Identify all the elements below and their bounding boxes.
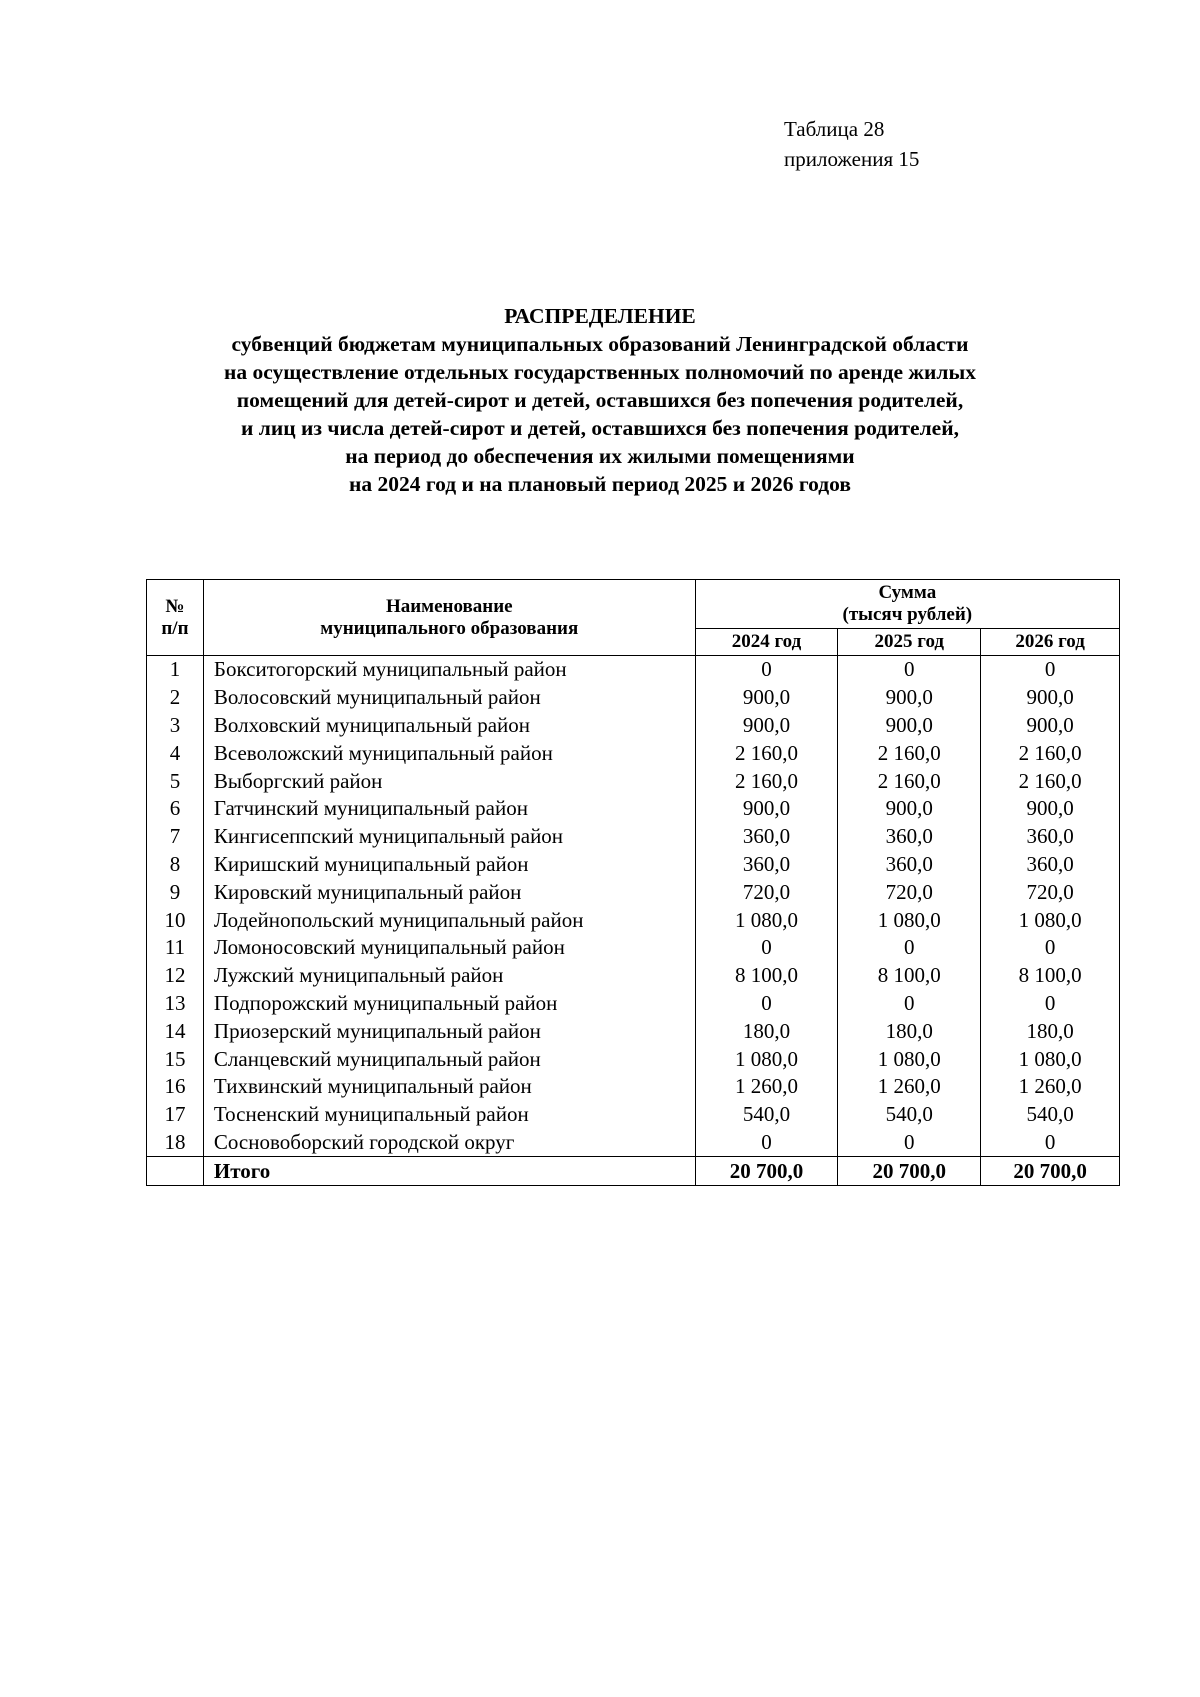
- total-2026: 20 700,0: [981, 1157, 1120, 1186]
- row-value-2026: 900,0: [981, 795, 1120, 823]
- row-value-2024: 900,0: [695, 684, 838, 712]
- row-number: 2: [147, 684, 204, 712]
- row-value-2026: 2 160,0: [981, 767, 1120, 795]
- title-line: субвенций бюджетам муниципальных образований Ленинградской области: [231, 332, 969, 356]
- row-value-2024: 720,0: [695, 878, 838, 906]
- row-name: Подпорожский муниципальный район: [203, 990, 695, 1018]
- row-value-2025: 0: [838, 656, 981, 684]
- row-value-2024: 900,0: [695, 795, 838, 823]
- header-name: Наименование муниципального образования: [203, 580, 695, 656]
- row-name: Кингисеппский муниципальный район: [203, 823, 695, 851]
- table-row: [147, 1129, 1120, 1157]
- title-line: и лиц из числа детей-сирот и детей, оставшихся без попечения родителей,: [241, 416, 959, 440]
- row-value-2026: 1 080,0: [981, 906, 1120, 934]
- row-value-2025: 180,0: [838, 1017, 981, 1045]
- row-name: Лужский муниципальный район: [203, 962, 695, 990]
- row-name: Гатчинский муниципальный район: [203, 795, 695, 823]
- row-value-2026: 540,0: [981, 1101, 1120, 1129]
- total-number-cell: [147, 1157, 204, 1186]
- table-row: [147, 739, 1120, 767]
- row-number: 13: [147, 990, 204, 1018]
- table-row: [147, 1017, 1120, 1045]
- row-value-2025: 0: [838, 990, 981, 1018]
- row-value-2025: 8 100,0: [838, 962, 981, 990]
- table-row: [147, 878, 1120, 906]
- header-number: № п/п: [147, 580, 204, 656]
- row-value-2026: 0: [981, 1129, 1120, 1157]
- row-value-2024: 360,0: [695, 823, 838, 851]
- distribution-table: [146, 579, 1120, 1186]
- row-value-2026: 900,0: [981, 712, 1120, 740]
- row-value-2025: 1 080,0: [838, 1045, 981, 1073]
- table-number: Таблица 28: [784, 117, 885, 141]
- row-value-2026: 360,0: [981, 823, 1120, 851]
- table-row: [147, 962, 1120, 990]
- row-name: Волховский муниципальный район: [203, 712, 695, 740]
- table-reference: [784, 114, 919, 174]
- row-number: 16: [147, 1073, 204, 1101]
- table-row: [147, 851, 1120, 879]
- row-value-2026: 720,0: [981, 878, 1120, 906]
- row-number: 17: [147, 1101, 204, 1129]
- title-line: на 2024 год и на плановый период 2025 и 2026 годов: [349, 472, 851, 496]
- table-body: [147, 656, 1120, 1157]
- row-value-2024: 540,0: [695, 1101, 838, 1129]
- row-value-2025: 900,0: [838, 795, 981, 823]
- row-value-2026: 1 080,0: [981, 1045, 1120, 1073]
- row-value-2025: 360,0: [838, 823, 981, 851]
- row-number: 7: [147, 823, 204, 851]
- title-line: на период до обеспечения их жилыми помещениями: [345, 444, 855, 468]
- row-value-2026: 0: [981, 934, 1120, 962]
- row-name: Тосненский муниципальный район: [203, 1101, 695, 1129]
- row-value-2025: 2 160,0: [838, 767, 981, 795]
- row-name: Бокситогорский муниципальный район: [203, 656, 695, 684]
- row-value-2024: 0: [695, 1129, 838, 1157]
- table-row: [147, 795, 1120, 823]
- row-number: 14: [147, 1017, 204, 1045]
- row-value-2025: 2 160,0: [838, 739, 981, 767]
- row-name: Сланцевский муниципальный район: [203, 1045, 695, 1073]
- row-number: 10: [147, 906, 204, 934]
- title-line: помещений для детей-сирот и детей, оставшихся без попечения родителей,: [236, 388, 964, 412]
- row-value-2024: 8 100,0: [695, 962, 838, 990]
- table-row: [147, 712, 1120, 740]
- row-name: Киришский муниципальный район: [203, 851, 695, 879]
- row-number: 1: [147, 656, 204, 684]
- row-value-2024: 1 080,0: [695, 1045, 838, 1073]
- row-value-2024: 900,0: [695, 712, 838, 740]
- row-name: Тихвинский муниципальный район: [203, 1073, 695, 1101]
- header-year-2026: 2026 год: [981, 629, 1120, 656]
- row-number: 15: [147, 1045, 204, 1073]
- row-value-2026: 1 260,0: [981, 1073, 1120, 1101]
- row-value-2024: 1 260,0: [695, 1073, 838, 1101]
- row-value-2026: 0: [981, 656, 1120, 684]
- row-value-2025: 1 080,0: [838, 906, 981, 934]
- row-value-2026: 180,0: [981, 1017, 1120, 1045]
- row-value-2025: 0: [838, 1129, 981, 1157]
- row-value-2025: 0: [838, 934, 981, 962]
- row-value-2025: 720,0: [838, 878, 981, 906]
- appendix-number: приложения 15: [784, 147, 920, 171]
- total-row: [147, 1157, 1120, 1186]
- total-2025: 20 700,0: [838, 1157, 981, 1186]
- total-2024: 20 700,0: [695, 1157, 838, 1186]
- row-name: Приозерский муниципальный район: [203, 1017, 695, 1045]
- row-value-2024: 0: [695, 656, 838, 684]
- table-row: [147, 684, 1120, 712]
- table-total: [147, 1157, 1120, 1186]
- row-value-2024: 0: [695, 990, 838, 1018]
- row-value-2024: 360,0: [695, 851, 838, 879]
- row-number: 9: [147, 878, 204, 906]
- row-value-2026: 360,0: [981, 851, 1120, 879]
- row-name: Волосовский муниципальный район: [203, 684, 695, 712]
- title-line: на осуществление отдельных государственных полномочий по аренде жилых: [223, 360, 976, 384]
- row-number: 4: [147, 739, 204, 767]
- row-name: Лодейнопольский муниципальный район: [203, 906, 695, 934]
- table-header: [147, 580, 1120, 656]
- row-number: 18: [147, 1129, 204, 1157]
- total-label: Итого: [203, 1157, 695, 1186]
- row-value-2025: 360,0: [838, 851, 981, 879]
- table-row: [147, 906, 1120, 934]
- row-value-2024: 1 080,0: [695, 906, 838, 934]
- row-value-2026: 0: [981, 990, 1120, 1018]
- table-row: [147, 656, 1120, 684]
- row-value-2026: 900,0: [981, 684, 1120, 712]
- title-heading: РАСПРЕДЕЛЕНИЕ: [504, 304, 696, 328]
- row-value-2026: 8 100,0: [981, 962, 1120, 990]
- row-name: Выборгский район: [203, 767, 695, 795]
- row-number: 5: [147, 767, 204, 795]
- table-row: [147, 1045, 1120, 1073]
- header-year-2025: 2025 год: [838, 629, 981, 656]
- table-row: [147, 1101, 1120, 1129]
- row-value-2024: 180,0: [695, 1017, 838, 1045]
- row-value-2025: 900,0: [838, 712, 981, 740]
- document-title: [0, 302, 1200, 498]
- row-value-2025: 1 260,0: [838, 1073, 981, 1101]
- row-name: Всеволожский муниципальный район: [203, 739, 695, 767]
- table-row: [147, 1073, 1120, 1101]
- row-number: 3: [147, 712, 204, 740]
- row-name: Сосновоборский городской округ: [203, 1129, 695, 1157]
- row-value-2024: 2 160,0: [695, 767, 838, 795]
- table-row: [147, 767, 1120, 795]
- row-value-2024: 2 160,0: [695, 739, 838, 767]
- row-number: 6: [147, 795, 204, 823]
- row-number: 8: [147, 851, 204, 879]
- row-value-2026: 2 160,0: [981, 739, 1120, 767]
- row-value-2025: 540,0: [838, 1101, 981, 1129]
- table-row: [147, 934, 1120, 962]
- header-sum: Сумма (тысяч рублей): [695, 580, 1119, 629]
- header-year-2024: 2024 год: [695, 629, 838, 656]
- row-number: 11: [147, 934, 204, 962]
- row-name: Ломоносовский муниципальный район: [203, 934, 695, 962]
- row-number: 12: [147, 962, 204, 990]
- row-value-2024: 0: [695, 934, 838, 962]
- row-value-2025: 900,0: [838, 684, 981, 712]
- table-row: [147, 823, 1120, 851]
- row-name: Кировский муниципальный район: [203, 878, 695, 906]
- table-row: [147, 990, 1120, 1018]
